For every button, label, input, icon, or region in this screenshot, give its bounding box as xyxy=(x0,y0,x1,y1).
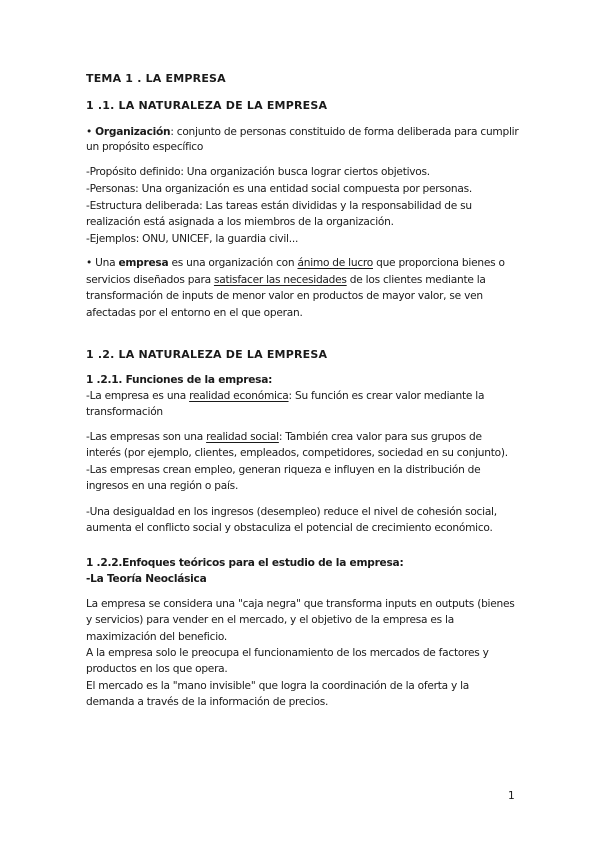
neoclasica-line-5: productos en los que opera. xyxy=(86,663,228,675)
section-heading-1-2: 1 .2. LA NATURALEZA DE LA EMPRESA xyxy=(86,348,328,361)
text: Una xyxy=(92,257,119,269)
page-number: 1 xyxy=(508,790,515,802)
funcion-realidad-economica xyxy=(86,390,484,403)
subsection-heading-1-2-2 xyxy=(86,557,403,570)
funcion-desigualdad-cont: aumenta el conflicto social y obstaculiza el potencial de crecimiento económico. xyxy=(86,522,493,534)
neoclasica-line-1: La empresa se considera una "caja negra" que transforma inputs en outputs (bienes xyxy=(86,598,515,610)
funcion-realidad-social xyxy=(86,431,482,444)
term-organizacion: Organización xyxy=(95,126,171,138)
org-point-personas: -Personas: Una organización es una entidad social compuesta por personas. xyxy=(86,183,472,195)
empresa-definition-line-1 xyxy=(86,257,505,270)
text: de los clientes mediante la xyxy=(346,274,486,286)
underlined-animo-de-lucro: ánimo de lucro xyxy=(297,257,373,269)
neoclasica-line-6: El mercado es la "mano invisible" que logra la coordinación de la oferta y la xyxy=(86,680,470,692)
neoclasica-line-3: maximización del beneficio. xyxy=(86,631,228,643)
term-empresa: empresa xyxy=(118,257,169,269)
funcion-empleo-cont: ingresos en una región o país. xyxy=(86,480,239,492)
org-point-ejemplos: -Ejemplos: ONU, UNICEF, la guardia civil... xyxy=(86,233,299,245)
text: servicios diseñados para xyxy=(86,274,214,286)
organizacion-definition-line-2: un propósito específico xyxy=(86,141,204,153)
neoclasica-line-2: y servicios) para vender en el mercado, y el objetivo de la empresa es la xyxy=(86,614,454,626)
bullet: • xyxy=(86,257,92,269)
bullet: • xyxy=(86,126,92,138)
document-title: TEMA 1 . LA EMPRESA xyxy=(86,72,226,85)
subsection-number: 1 .2.1. xyxy=(86,374,123,386)
text: : Su función es crear valor mediante la xyxy=(288,390,485,402)
subsection-heading-1-2-1 xyxy=(86,374,272,387)
empresa-definition-line-4: afectadas por el entorno en el que operan. xyxy=(86,307,303,319)
section-heading-1-1: 1 .1. LA NATURALEZA DE LA EMPRESA xyxy=(86,99,328,112)
underlined-realidad-social: realidad social xyxy=(206,431,279,443)
text: es una organización con xyxy=(168,257,298,269)
underlined-realidad-economica: realidad económica xyxy=(189,390,289,402)
funcion-realidad-economica-cont: transformación xyxy=(86,406,163,418)
underlined-satisfacer-necesidades: satisfacer las necesidades xyxy=(213,274,347,286)
neoclasica-line-7: demanda a través de la información de precios. xyxy=(86,696,329,708)
text: que proporciona bienes o xyxy=(373,257,505,269)
text: : También crea valor para sus grupos de xyxy=(278,431,482,443)
subsection-title: Funciones de la empresa: xyxy=(122,374,273,386)
funcion-realidad-social-cont: interés (por ejemplo, clientes, empleados, competidores, sociedad en su conjunto). xyxy=(86,447,508,459)
subsection-number: 1 .2.2. xyxy=(86,557,123,569)
organizacion-definition-line-1 xyxy=(86,126,518,139)
neoclasica-line-4: A la empresa solo le preocupa el funcionamiento de los mercados de factores y xyxy=(86,647,489,659)
text: -Las empresas son una xyxy=(86,431,207,443)
org-point-estructura: -Estructura deliberada: Las tareas están divididas y la responsabilidad de su xyxy=(86,200,472,212)
org-point-proposito: -Propósito definido: Una organización busca lograr ciertos objetivos. xyxy=(86,166,430,178)
org-point-estructura-cont: realización está asignada a los miembros de la organización. xyxy=(86,216,394,228)
subsection-title: Enfoques teóricos para el estudio de la empresa: xyxy=(122,557,404,569)
funcion-desigualdad: -Una desigualdad en los ingresos (desempleo) reduce el nivel de cohesión social, xyxy=(86,506,497,518)
definition-text: : conjunto de personas constituido de forma deliberada para cumplir xyxy=(170,126,519,138)
empresa-definition-line-2 xyxy=(86,274,486,287)
theory-heading-neoclasica: -La Teoría Neoclásica xyxy=(86,573,207,585)
empresa-definition-line-3: transformación de inputs de menor valor en productos de mayor valor, se ven xyxy=(86,290,483,302)
text: -La empresa es una xyxy=(86,390,190,402)
funcion-empleo: -Las empresas crean empleo, generan riqueza e influyen en la distribución de xyxy=(86,464,481,476)
